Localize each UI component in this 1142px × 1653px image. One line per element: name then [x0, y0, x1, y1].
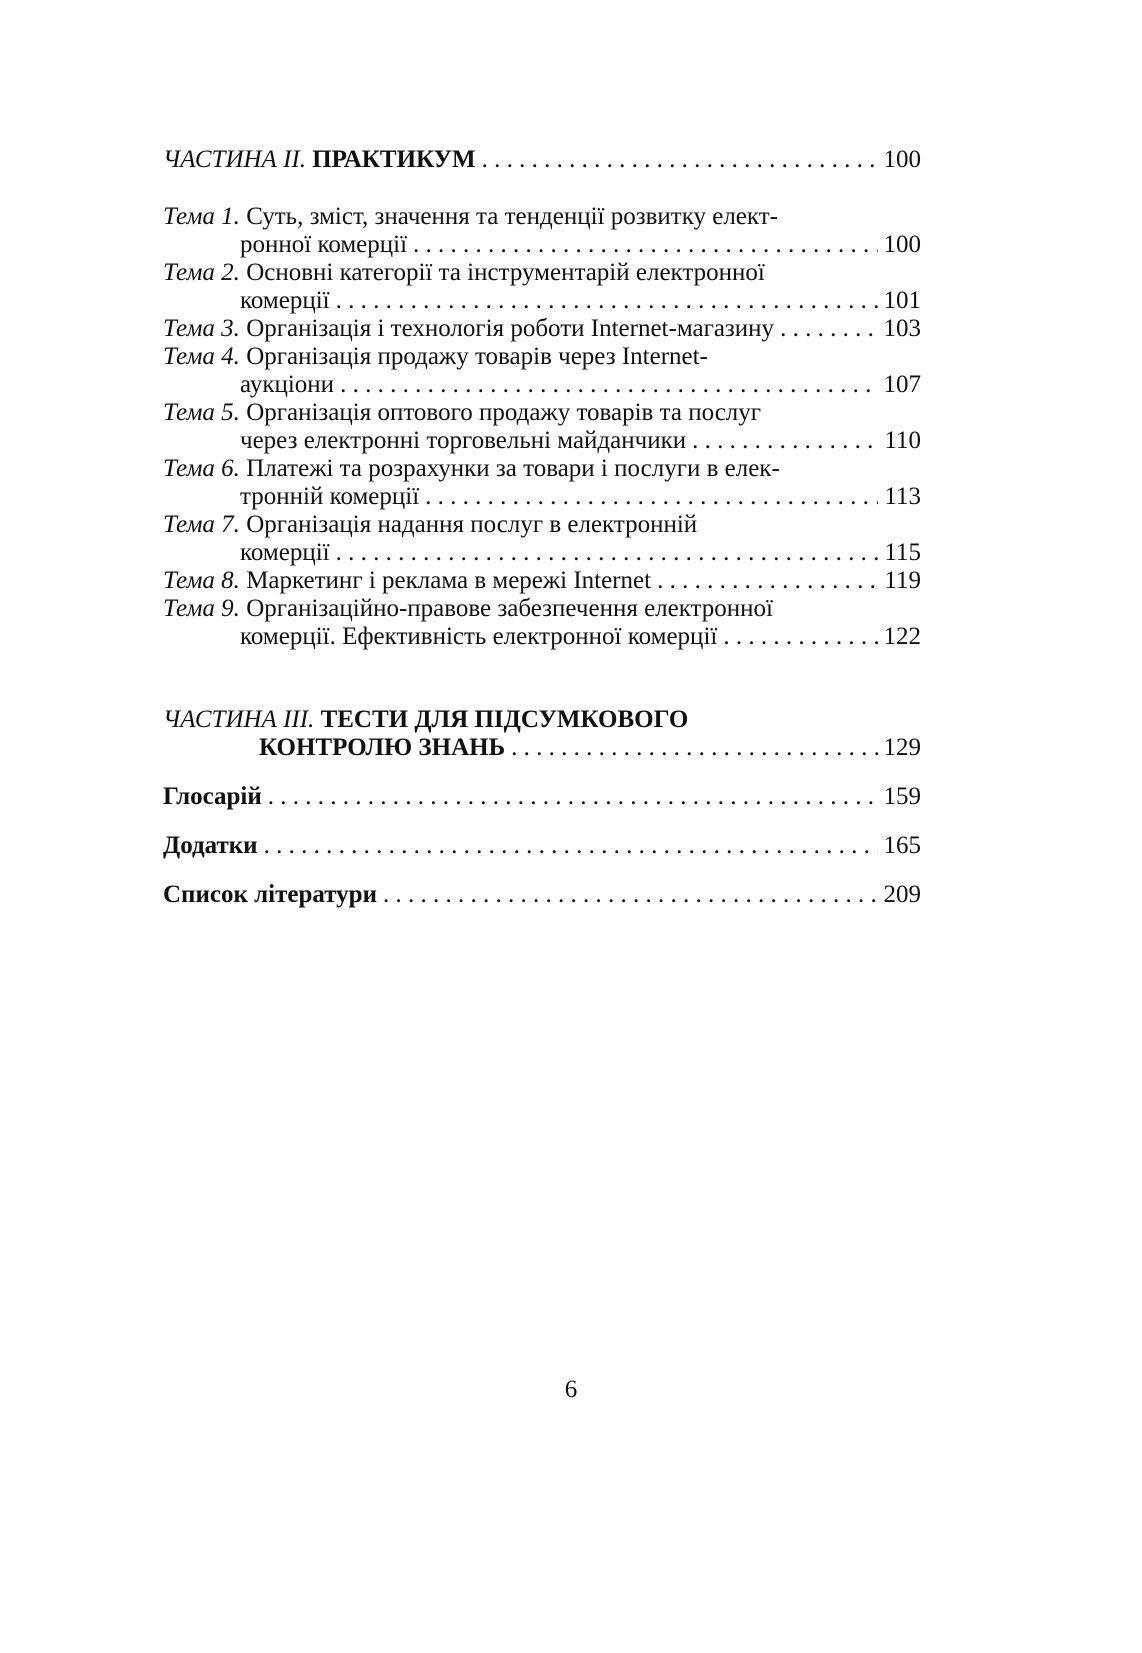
entry-title: Глосарій: [163, 783, 262, 810]
toc-references[interactable]: [163, 881, 921, 909]
topic-title: Організаційно-правове забезпечення електронної: [246, 595, 773, 622]
toc-topic-2-cont[interactable]: [163, 287, 921, 315]
toc-part-2[interactable]: [163, 146, 921, 174]
toc-topic-4-cont[interactable]: [163, 371, 921, 399]
page-ref: 122: [883, 623, 921, 650]
topic-label: Тема 6.: [163, 455, 240, 482]
table-of-contents: [163, 146, 921, 909]
page-ref: 115: [884, 539, 921, 566]
toc-topic-6-cont[interactable]: [163, 483, 921, 511]
toc-topic-8[interactable]: [163, 567, 921, 595]
topic-title-cont: ронної комерції: [240, 231, 408, 258]
dot-leader: [264, 832, 878, 860]
topic-title: Організація оптового продажу товарів та послуг: [246, 399, 762, 426]
page-ref: 100: [883, 146, 921, 173]
toc-topic-3[interactable]: [163, 315, 921, 343]
toc-topic-2[interactable]: [163, 259, 921, 287]
dot-leader: [336, 539, 879, 567]
dot-leader: [657, 567, 878, 595]
topic-label: Тема 4.: [163, 343, 240, 370]
toc-topic-9[interactable]: [163, 595, 921, 623]
toc-appendices[interactable]: [163, 832, 921, 860]
toc-part-3-cont[interactable]: [163, 734, 921, 762]
topic-title: Організація і технологія роботи Internet-магазину: [246, 315, 775, 342]
dot-leader: [692, 427, 878, 455]
topic-title-cont: комерції: [240, 539, 330, 566]
page-number: 6: [564, 1376, 578, 1403]
toc-part-3[interactable]: [163, 706, 921, 734]
topic-title: Основні категорії та інструментарій електронної: [246, 259, 765, 286]
dot-leader: [723, 623, 877, 651]
page-ref: 107: [883, 371, 921, 398]
toc-topic-7[interactable]: [163, 511, 921, 539]
dot-leader: [383, 881, 878, 909]
topic-title: Маркетинг і реклама в мережі Internet: [246, 567, 652, 594]
toc-topic-4[interactable]: [163, 343, 921, 371]
page-ref: 113: [884, 483, 921, 510]
part-label: ЧАСТИНА ІІІ.: [163, 706, 315, 733]
toc-topic-7-cont[interactable]: [163, 539, 921, 567]
topic-label: Тема 1.: [163, 203, 240, 230]
dot-leader: [780, 315, 877, 343]
dot-leader: [511, 734, 877, 762]
topic-title-cont: через електронні торговельні майданчики: [240, 427, 687, 454]
page-ref: 100: [883, 231, 921, 258]
part-label: ЧАСТИНА ІІ.: [163, 146, 306, 173]
part-title: ТЕСТИ ДЛЯ ПІДСУМКОВОГО: [320, 706, 689, 733]
toc-topic-9-cont[interactable]: [163, 623, 921, 651]
topic-label: Тема 2.: [163, 259, 240, 286]
toc-topic-5[interactable]: [163, 399, 921, 427]
topic-label: Тема 5.: [163, 399, 240, 426]
dot-leader: [268, 783, 878, 811]
topic-label: Тема 9.: [163, 595, 240, 622]
topic-label: Тема 8.: [163, 567, 240, 594]
topic-title: Платежі та розрахунки за товари і послуги в елек-: [246, 455, 780, 482]
topic-title-cont: комерції: [240, 287, 330, 314]
page-ref: 119: [884, 567, 921, 594]
entry-title: Додатки: [163, 832, 258, 859]
entry-title: Список літератури: [163, 881, 377, 908]
page-ref: 159: [883, 783, 921, 810]
toc-topic-1[interactable]: [163, 203, 921, 231]
toc-topic-5-cont[interactable]: [163, 427, 921, 455]
toc-topic-6[interactable]: [163, 455, 921, 483]
topic-label: Тема 3.: [163, 315, 240, 342]
dot-leader: [336, 287, 878, 315]
topic-title: Суть, зміст, значення та тенденції розвитку елект-: [246, 203, 778, 230]
dot-leader: [482, 146, 878, 174]
page-ref: 103: [883, 315, 921, 342]
toc-glossary[interactable]: [163, 783, 921, 811]
page-ref: 165: [883, 832, 921, 859]
dot-leader: [340, 371, 877, 399]
topic-title: Організація надання послуг в електронній: [246, 511, 698, 538]
topic-title: Організація продажу товарів через Internet-: [246, 343, 708, 370]
page-ref: 209: [883, 881, 921, 908]
part-title-cont: КОНТРОЛЮ ЗНАНЬ: [259, 734, 506, 761]
topic-title-cont: аукціони: [240, 371, 335, 398]
topic-label: Тема 7.: [163, 511, 240, 538]
topic-title-cont: комерції. Ефективність електронної комерції: [240, 623, 718, 650]
page-ref: 110: [884, 427, 921, 454]
page-ref: 101: [883, 287, 921, 314]
toc-topic-1-cont[interactable]: [163, 231, 921, 259]
dot-leader: [425, 483, 878, 511]
dot-leader: [413, 231, 877, 259]
topic-title-cont: тронній комерції: [240, 483, 420, 510]
page-ref: 129: [883, 734, 921, 761]
part-title: ПРАКТИКУМ: [312, 146, 476, 173]
